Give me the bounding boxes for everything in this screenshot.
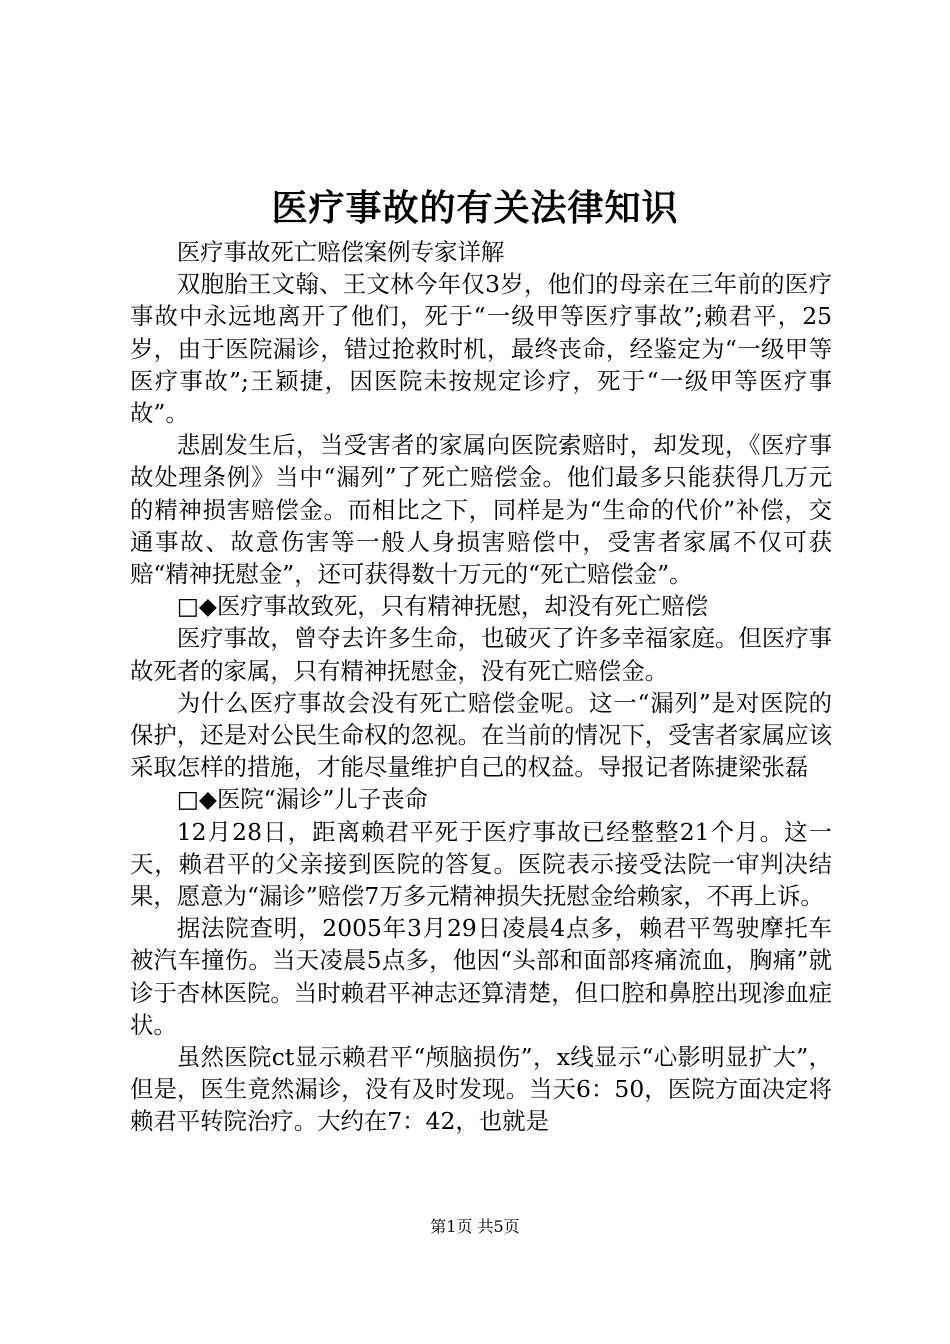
paragraph: 双胞胎王文翰、王文林今年仅3岁，他们的母亲在三年前的医疗事故中永远地离开了他们，死于“一级甲等医疗事故”;赖君平，25岁，由于医院漏诊，错过抢救时机，最终丧命，经鉴定为“一级甲等医疗事故”;王颖捷，因医院未按规定诊疗，死于“一级甲等医疗事故”。 (130, 270, 832, 428)
paragraph-subtitle: 医疗事故死亡赔偿案例专家详解 (176, 238, 505, 266)
paragraph: 12月28日，距离赖君平死于医疗事故已经整整21个月。这一天，赖君平的父亲接到医院的答复。医院表示接受法院一审判决结果，愿意为“漏诊”赔偿7万多元精神损失抚慰金给赖家，不再上诉。 (130, 817, 832, 911)
section-heading: □◆医院“漏诊”儿子丧命 (176, 785, 428, 814)
paragraph: 虽然医院ct显示赖君平“颅脑损伤”，x线显示“心影明显扩大”，但是，医生竟然漏诊，没有及时发现。当天6：50，医院方面决定将赖君平转院治疗。大约在7：42，也就是 (130, 1043, 832, 1136)
page-number-footer: 第1页 共5页 (430, 1217, 520, 1236)
document-body (130, 236, 832, 1138)
document-title: 医疗事故的有关法律知识 (271, 187, 679, 229)
paragraph: 据法院查明，2005年3月29日凌晨4点多，赖君平驾驶摩托车被汽车撞伤。当天凌晨5点多，他因“头部和面部疼痛流血，胸痛”就诊于杏林医院。当时赖君平神志还算清楚，但口腔和鼻腔出现渗血症状。 (130, 914, 832, 1039)
paragraph: 医疗事故，曾夺去许多生命，也破灭了许多幸福家庭。但医疗事故死者的家属，只有精神抚慰金，没有死亡赔偿金。 (130, 624, 832, 685)
section-heading: □◆医疗事故致死，只有精神抚慰，却没有死亡赔偿 (176, 592, 709, 621)
paragraph: 为什么医疗事故会没有死亡赔偿金呢。这一“漏列”是对医院的保护，还是对公民生命权的忽视。在当前的情况下，受害者家属应该采取怎样的措施，才能尽量维护自己的权益。导报记者陈捷梁张磊 (130, 688, 832, 782)
paragraph: 悲剧发生后，当受害者的家属向医院索赔时，却发现，《医疗事故处理条例》当中“漏列”了死亡赔偿金。他们最多只能获得几万元的精神损害赔偿金。而相比之下，同样是为“生命的代价”补偿，交通事故、故意伤害等一般人身损害赔偿中，受害者家属不仅可获赔“精神抚慰金”，还可获得数十万元的“死亡赔偿金”。 (130, 431, 832, 589)
